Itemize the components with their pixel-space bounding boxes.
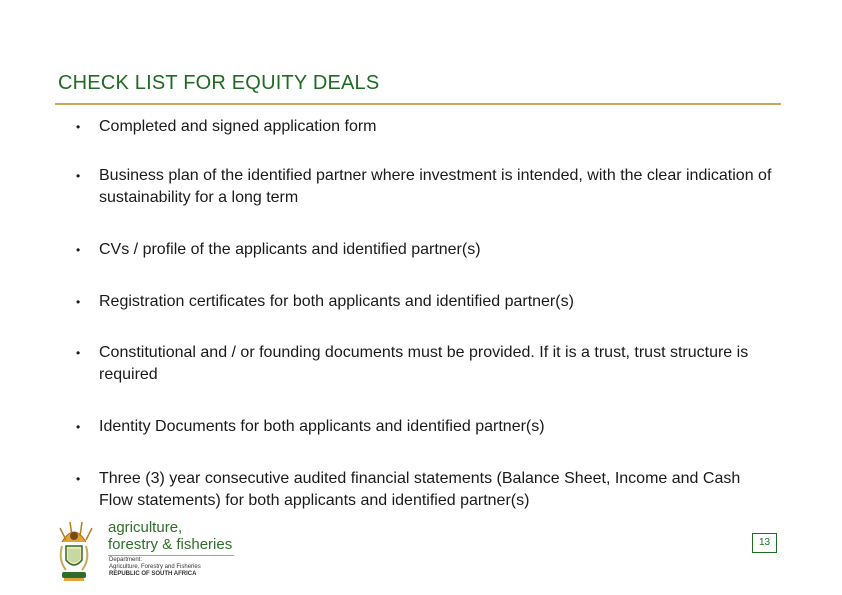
checklist-item <box>76 416 776 438</box>
bullet-icon: • <box>76 295 81 309</box>
checklist-item <box>76 165 776 209</box>
checklist-item-text: CVs / profile of the applicants and identified partner(s) <box>99 241 481 258</box>
dept-line-3: REPUBLIC OF SOUTH AFRICA <box>109 571 197 577</box>
checklist-item <box>76 239 776 261</box>
brand-line-2: forestry & fisheries <box>108 536 233 553</box>
bullet-icon: • <box>76 420 81 434</box>
slide-title: CHECK LIST FOR EQUITY DEALS <box>58 72 380 94</box>
checklist-item-text: Identity Documents for both applicants and identified partner(s) <box>99 418 545 435</box>
checklist-item-text: Completed and signed application form <box>99 118 377 135</box>
checklist-item <box>76 468 776 512</box>
title-divider <box>55 103 781 105</box>
dept-line-2: Agriculture, Forestry and Fisheries <box>109 564 201 570</box>
bullet-icon: • <box>76 120 81 134</box>
footer-brand <box>108 519 232 553</box>
checklist-item <box>76 342 776 386</box>
page-number: 13 <box>752 533 777 553</box>
checklist-item <box>76 116 776 138</box>
checklist-item-text: Registration certificates for both applicants and identified partner(s) <box>99 293 574 310</box>
dept-line-1: Department: <box>109 557 143 563</box>
checklist-item <box>76 291 776 313</box>
checklist-item-text: Business plan of the identified partner where investment is intended, with the clear indication of sustainability for a long term <box>99 167 772 206</box>
bullet-icon: • <box>76 346 81 360</box>
checklist-item-text: Three (3) year consecutive audited financial statements (Balance Sheet, Income and Cash Flow statements) for both applicants and identified partner(s) <box>99 470 741 509</box>
bullet-icon: • <box>76 169 81 183</box>
bullet-icon: • <box>76 243 81 257</box>
footer-divider <box>108 555 234 556</box>
checklist-item-text: Constitutional and / or founding documents must be provided. If it is a trust, trust structure is required <box>99 344 749 383</box>
bullet-icon: • <box>76 472 81 486</box>
footer-department <box>109 557 201 578</box>
brand-line-1: agriculture, <box>108 519 183 536</box>
